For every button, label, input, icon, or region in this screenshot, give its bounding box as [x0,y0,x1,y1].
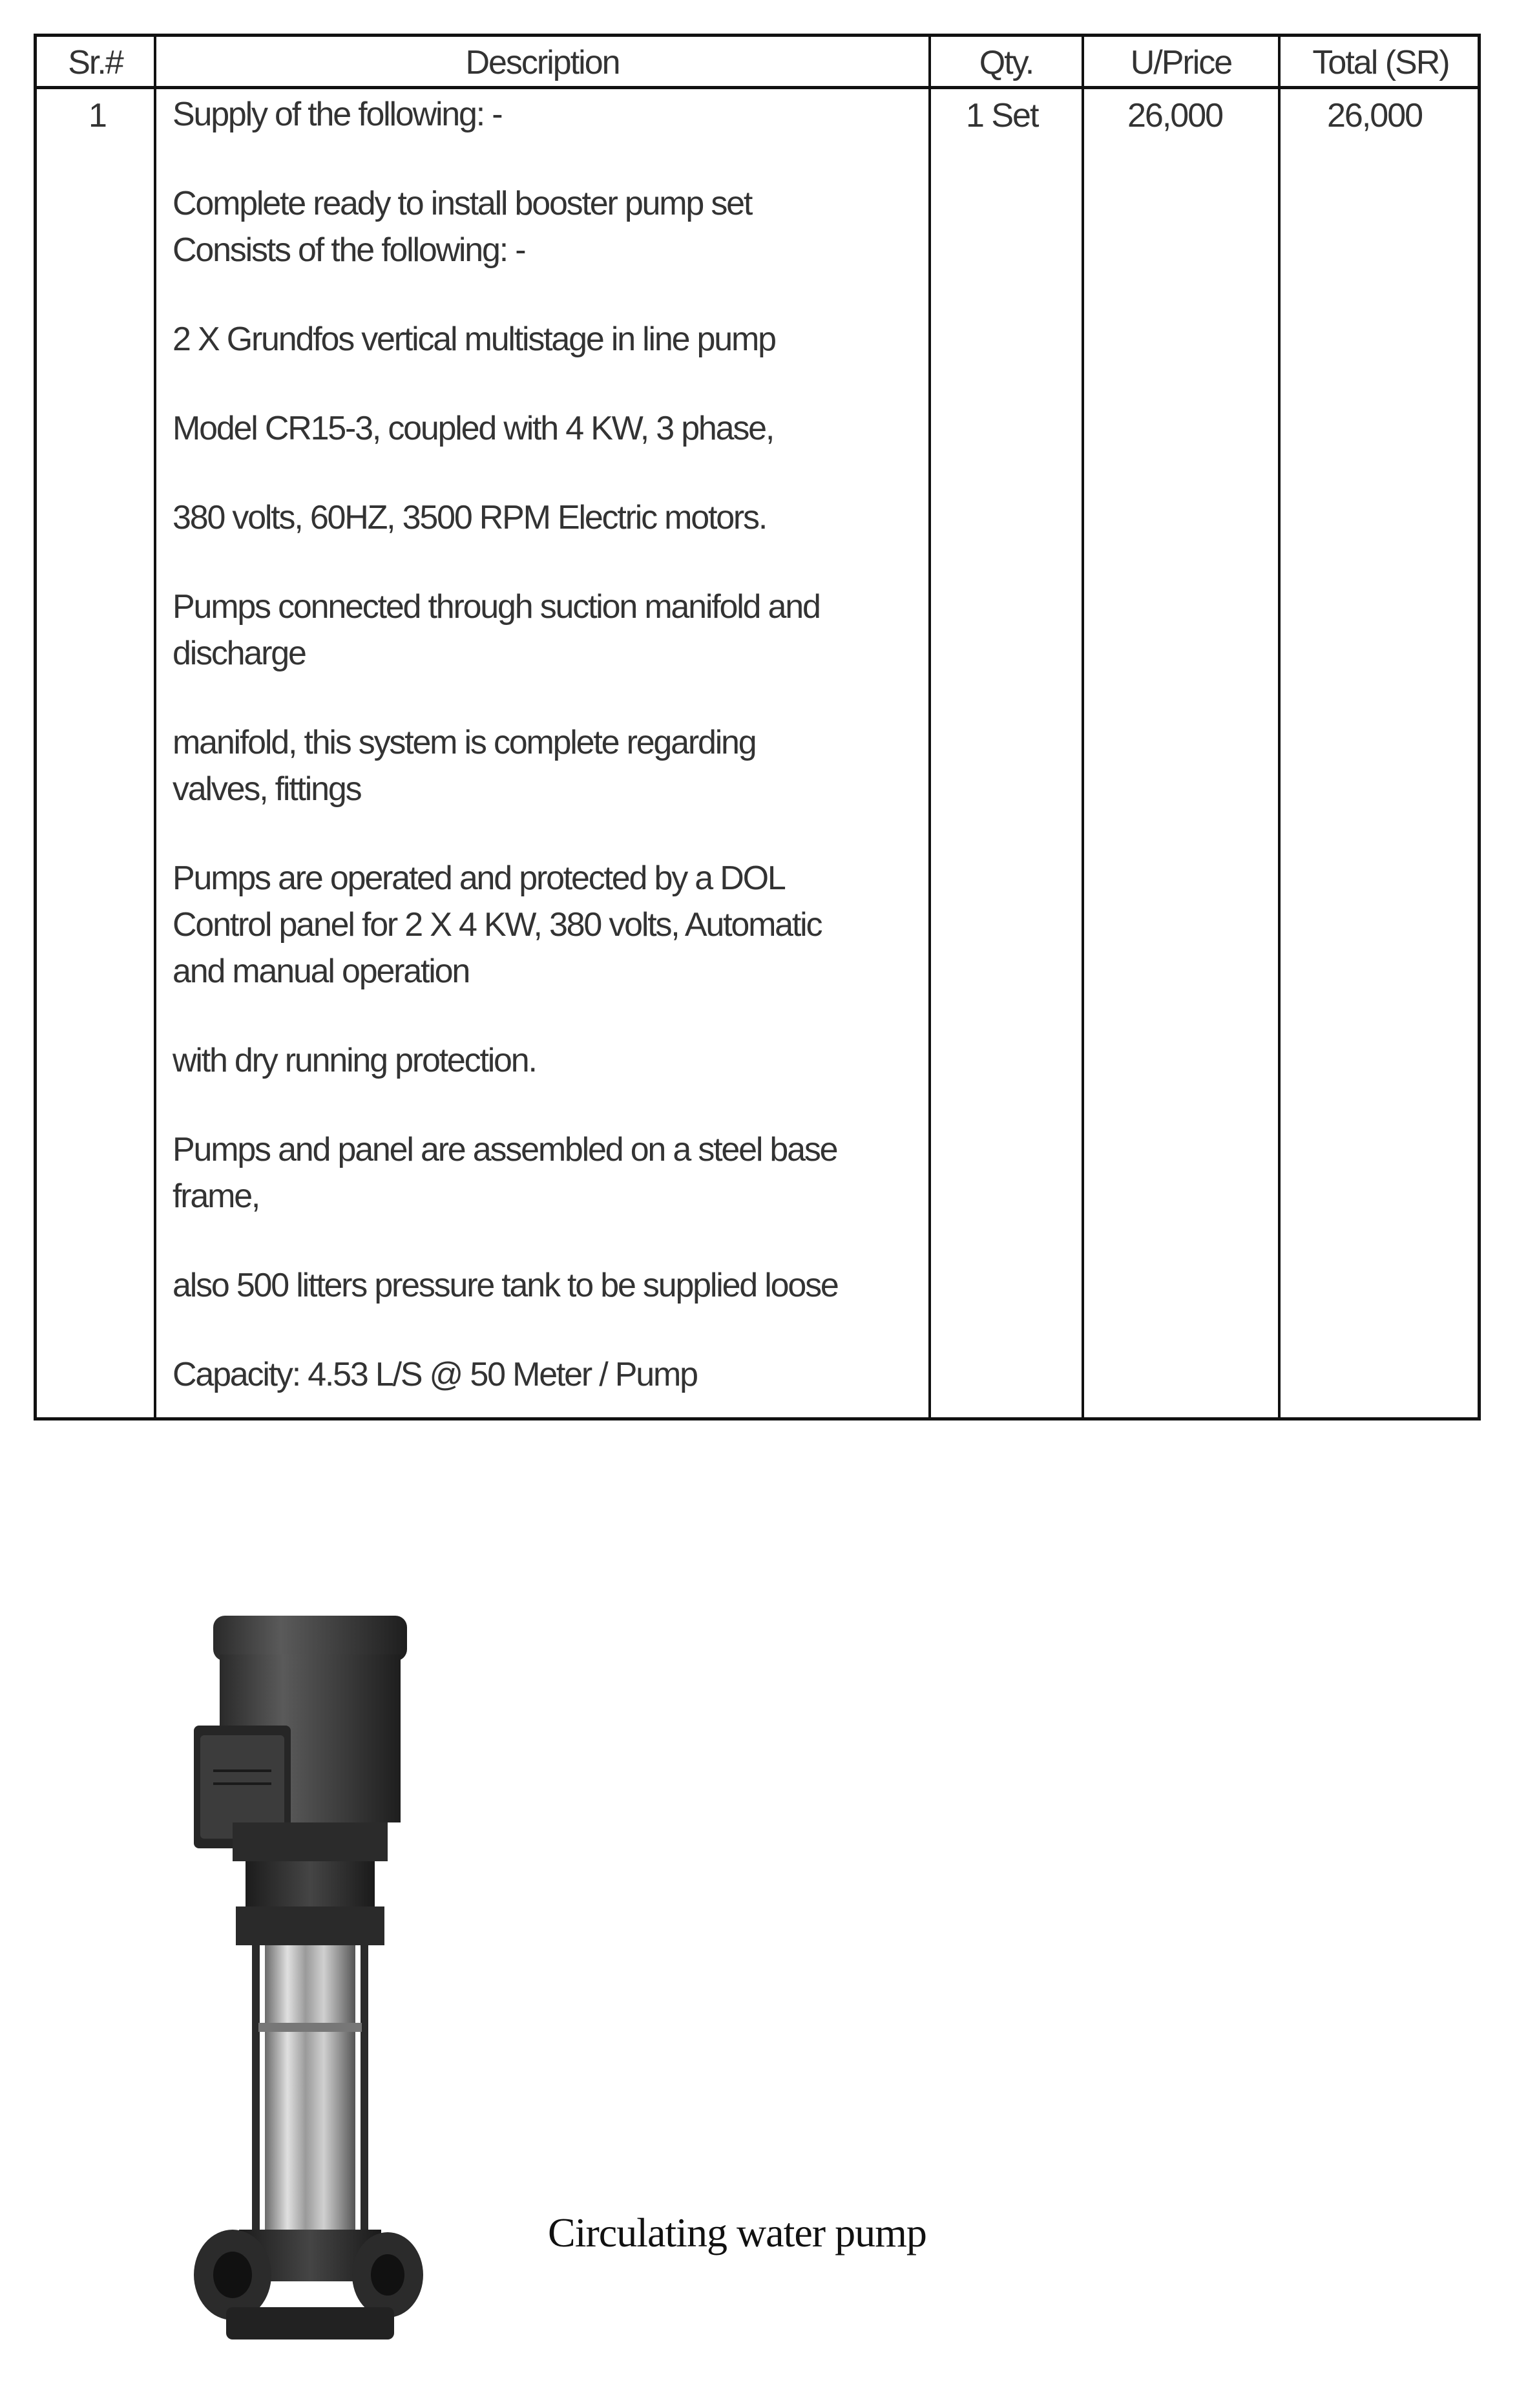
row-sr-value: 1 [89,97,106,134]
row-unit-price-value: 26,000 [1127,97,1223,134]
quotation-table [34,34,1481,1421]
water-pump-image [174,1603,446,2359]
header-total: Total (SR) [1312,44,1449,81]
figure-caption: Circulating water pump [548,2210,926,2255]
description-line: Supply of the following: - [173,96,502,133]
row-description [173,91,941,1398]
description-line: 380 volts, 60HZ, 3500 RPM Electric motors. [173,499,767,536]
column-divider-qty [1082,37,1084,1417]
header-sr: Sr.# [68,44,123,81]
description-line: Model CR15-3, coupled with 4 KW, 3 phase, [173,410,774,447]
description-line: Pumps connected through suction manifold and discharge [173,588,820,672]
header-qty: Qty. [979,44,1034,81]
description-line: Pumps are operated and protected by a DOL Control panel for 2 X 4 KW, 380 volts, Automatic and manual operation [173,860,822,990]
description-line: manifold, this system is complete regarding valves, fittings [173,724,756,808]
description-line: Pumps and panel are assembled on a steel base frame, [173,1131,837,1215]
description-line: 2 X Grundfos vertical multistage in line pump [173,321,775,358]
description-line: Capacity: 4.53 L/S @ 50 Meter / Pump [173,1356,697,1393]
row-total-value: 26,000 [1327,97,1423,134]
column-divider-sr [154,37,156,1417]
description-line: Complete ready to install booster pump set Consists of the following: - [173,185,752,269]
row-qty-value: 1 Set [966,97,1038,134]
header-divider [37,86,1478,89]
header-unit-price: U/Price [1130,44,1232,81]
header-description: Description [465,44,620,81]
description-line: also 500 litters pressure tank to be supplied loose [173,1267,838,1304]
description-line: with dry running protection. [173,1042,536,1079]
column-divider-unit-price [1278,37,1281,1417]
